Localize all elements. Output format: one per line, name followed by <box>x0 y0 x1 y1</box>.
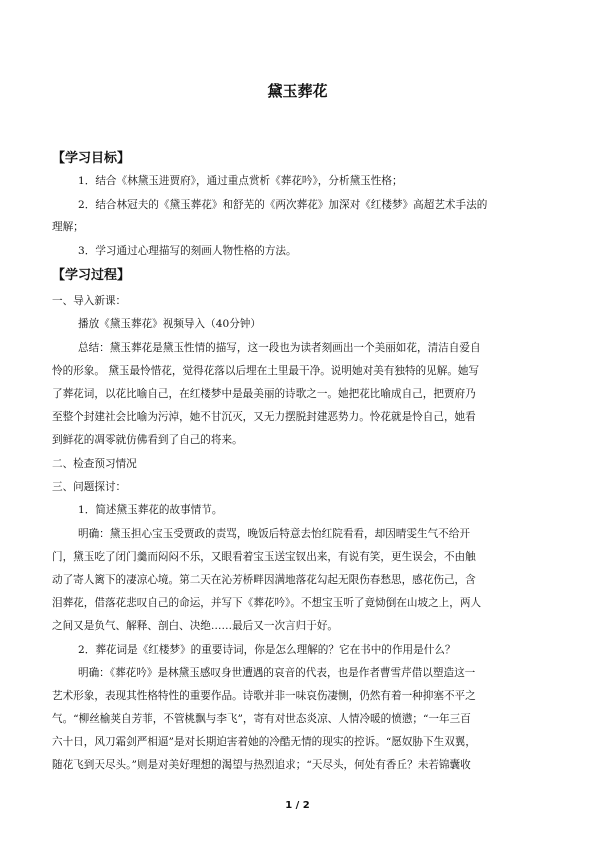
answer-1-line-2: 门，黛玉吃了闭门羹而闷闷不乐，又眼看着宝玉送宝钗出来，有说有笑，更生误会，不由触 <box>52 551 476 563</box>
part1-video: 播放《黛玉葬花》视频导入（40分钟） <box>78 318 261 330</box>
goal-item-2-cont: 理解； <box>52 221 84 233</box>
page-number: 1 / 2 <box>285 800 310 811</box>
goal-item-1: 1．结合《林黛玉进贾府》，通过重点赏析《葬花吟》，分析黛玉性格； <box>78 175 403 187</box>
document-title: 黛玉葬花 <box>267 82 328 100</box>
part3-label: 三、问题探讨： <box>52 481 127 493</box>
learning-process-heading: 【学习过程】 <box>52 268 131 283</box>
summary-line-2: 怜的形象。 黛玉最怜惜花，觉得花落以后埋在土里最干净。说明她对美有独特的见解。她写 <box>52 365 480 377</box>
answer-2-line-1: 明确：《葬花吟》是林黛玉感叹身世遭遇的哀音的代表，也是作者曹雪芹借以塑造这一 <box>78 667 476 679</box>
part2-label: 二、检查预习情况 <box>52 458 137 470</box>
question-1: 1．简述黛玉葬花的故事情节。 <box>78 504 223 516</box>
answer-2-line-5: 随花飞到天尽头。”则是对美好理想的渴望与热烈追求；“天尽头，何处有香丘？未若锦囊收 <box>52 759 471 771</box>
summary-line-5: 到鲜花的凋零就仿佛看到了自己的将来。 <box>52 434 243 446</box>
answer-1-line-5: 之间又是负气、解释、剖白、决绝……最后又一次言归于好。 <box>52 620 339 632</box>
summary-line-3: 了葬花词，以花比喻自己，在红楼梦中是最美丽的诗歌之一。她把花比喻成自己，把贾府乃 <box>52 388 476 400</box>
answer-1-line-1: 明确：黛玉担心宝玉受贾政的责骂，晚饭后特意去怡红院看看，却因晴雯生气不给开 <box>78 528 470 540</box>
summary-line-1: 总结：黛玉葬花是黛玉性情的描写，这一段也为读者刻画出一个美丽如花，清洁自爱自 <box>78 342 481 354</box>
answer-2-line-4: 六十日，风刀霜剑严相逼”是对长期迫害着她的冷酷无情的现实的控诉。“愿奴胁下生双翼， <box>52 736 476 748</box>
answer-2-line-3: 气。“柳丝榆荚自芳菲，不管桃飘与李飞”，寄有对世态炎凉、人情冷暖的愤懑；“一年三百 <box>52 713 471 725</box>
goal-item-2: 2．结合林冠夫的《黛玉葬花》和舒芜的《两次葬花》加深对《红楼梦》高超艺术手法的 <box>78 199 488 211</box>
question-2: 2．葬花词是《红楼梦》的重要诗词，你是怎么理解的？它在书中的作用是什么？ <box>78 644 456 656</box>
summary-line-4: 至整个封建社会比喻为污淖，她不甘沉灭，又无力摆脱封建恶势力。怜花就是怜自己，她看 <box>52 411 476 423</box>
learning-goals-heading: 【学习目标】 <box>52 151 131 166</box>
answer-1-line-3: 动了寄人篱下的凄凉心境。第二天在沁芳桥畔因满地落花勾起无限伤春愁思，感花伤己，含 <box>52 574 476 586</box>
answer-2-line-2: 艺术形象，表现其性格特性的重要作品。诗歌并非一味哀伤凄恻，仍然有着一种抑塞不平之 <box>52 690 476 702</box>
answer-1-line-4: 泪葬花，借落花悲叹自己的命运，并写下《葬花吟》。不想宝玉听了竟恸倒在山坡之上，两人 <box>52 597 482 609</box>
part1-label: 一、导入新课： <box>52 295 127 307</box>
goal-item-3: 3．学习通过心理描写的刻画人物性格的方法。 <box>78 245 297 257</box>
